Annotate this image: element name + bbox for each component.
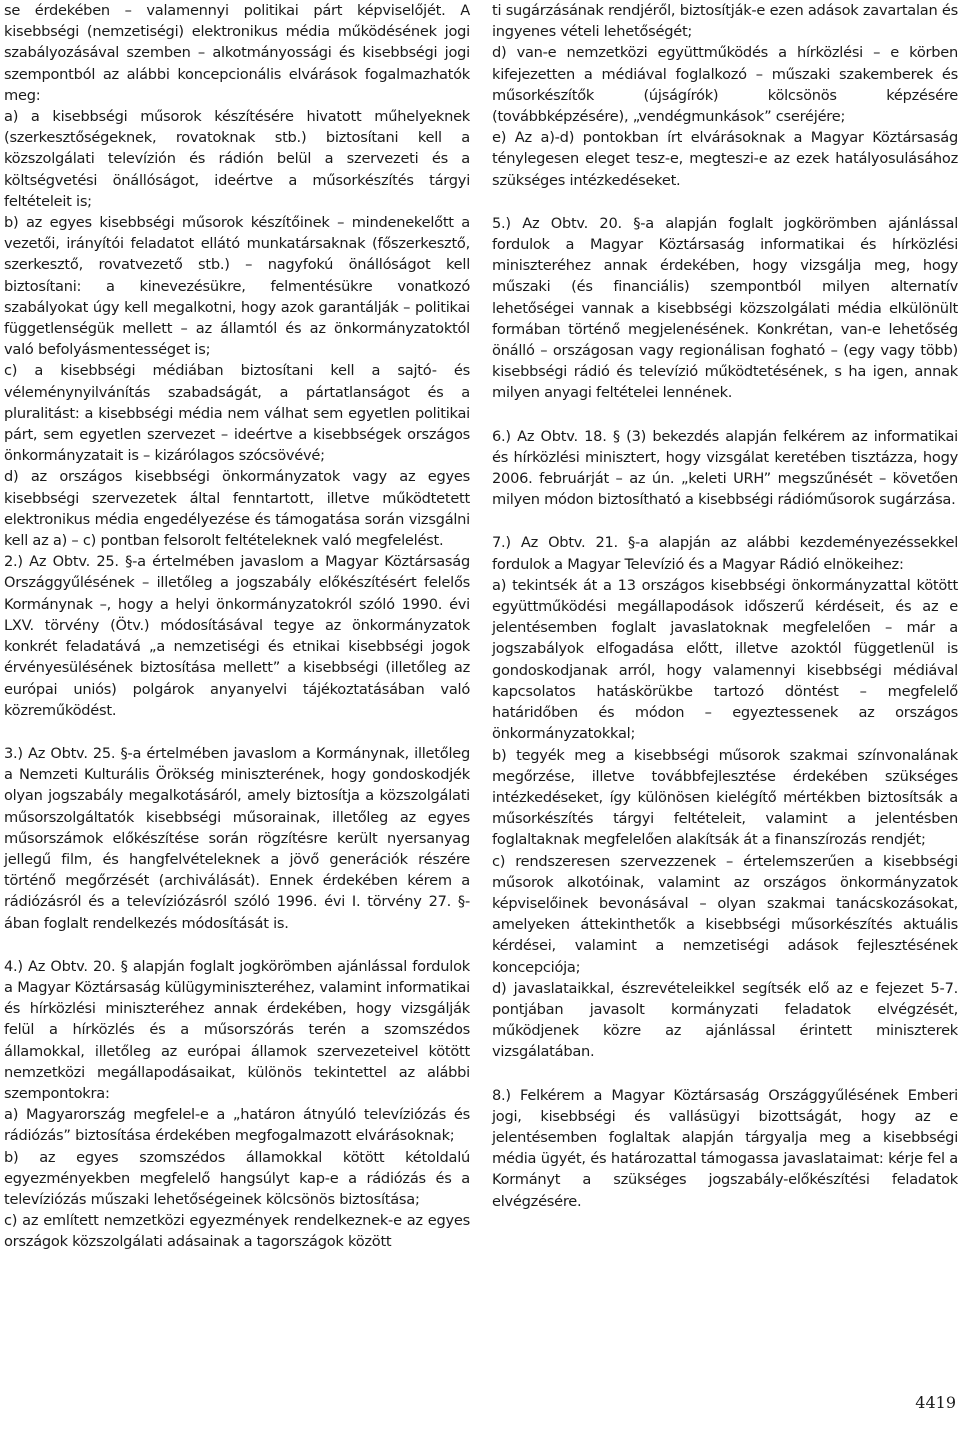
paragraph-8: 8.) Felkérem a Magyar Köztársaság Országgyűlésének Emberi jogi, kisebbségi és vallásügyi bizottságát, hogy az e jelentésemben foglaltak alapján tárgyalja meg a kisebbségi média ügyét, és határozattal támogassa javaslataimat: kérje fel a Kormányt a szükséges jogszabály-előkészítési feladatok elvégzésére. [492, 1086, 958, 1210]
left-column [4, 0, 470, 1253]
paragraph-7d: d) javaslataikkal, észrevételeikkel segítsék elő az e fejezet 5-7. pontjában javasolt kormányzati feladatok elvégzését, működjenek közre az ajánlással érintett miniszterek vizsgálatában. [492, 979, 958, 1061]
paragraph-4b: b) az egyes szomszédos államokkal kötött kétoldalú egyezményekben megfelelő hangsúlyt kap-e a rádiózás és a televíziózás műszaki lehetőségeinek kölcsönös biztosítása; [4, 1148, 470, 1208]
paragraph-4a: a) Magyarország megfelel-e a „határon átnyúló televíziózás és rádiózás” biztosítása érdekében megfogalmazott elvárásoknak; [4, 1106, 470, 1145]
paragraph-3: 3.) Az Obtv. 25. §-a értelmében javaslom a Kormánynak, illetőleg a Nemzeti Kulturális Örökség miniszterének, hogy gondoskodjék olyan jogszabály megalkotásáról, amely biztosítja a közszolgálati műsorszolgáltatók kisebbségi műsorainak, illetőleg az egyes műsorszámok előkészítése során rögzítésre került nyersanyag jellegű film, és hangfelvételeknek a jövő generációk részére történő megőrzését (archiválását). Ennek érdekében kérem a rádiózásról és a televíziózásról szóló 1996. évi I. törvény 27. §-ában foglalt rendelkezés módosítását is. [4, 744, 470, 932]
paragraph-1b: b) az egyes kisebbségi műsorok készítőinek – mindenekelőtt a vezetői, irányítói feladatot ellátó munkatársaknak (főszerkesztő, szerkesztő, rovatvezető stb.) – nagyfokú önállóságot kell biztosítani: a kinevezésükre, felmentésükre vonatkozó szabályokat úgy kell megalkotni, hogy azok garantálják – politikai függetlenségük mellett – az államtól és az önkormányzatoktól való befolyásmentességet is; [4, 214, 470, 359]
paragraph-4c: c) az említett nemzetközi egyezmények rendelkeznek-e az egyes országok közszolgálati adásainak a tagországok között [4, 1212, 470, 1251]
paragraph-7a: a) tekintsék át a 13 országos kisebbségi önkormányzattal kötött együttműködési megállapodások időszerű kérdéseit, és az e jelentésemben foglalt javaslatoknak megfelelően – már a jogszabályok elfogadása előtt, illetve azoktól függetlenül is gondoskodjanak arról, hogy valamennyi kisebbségi médiával kapcsolatos hatáskörükbe tartozó döntést – megfelelő határidőben és módon – egyeztessenek az országos önkormányzatokkal; [492, 576, 958, 743]
right-column [492, 0, 958, 1212]
paragraph-4c-cont: ti sugárzásának rendjéről, biztosítják-e ezen adások zavartalan és ingyenes vételi lehetőségét; [492, 2, 958, 41]
paragraph-5: 5.) Az Obtv. 20. §-a alapján foglalt jogkörömben ajánlással fordulok a Magyar Köztársaság informatikai és hírközlési miniszteréhez annak érdekében, hogy vizsgálja meg, hogy műszaki (és financiális) szempontból milyen alternatív lehetőségei vannak a kisebbségi közszolgálati média elkülönült formában történő megjelenésének. Konkrétan, van-e lehetőség önálló – országosan vagy regionálisan fogható – (egy vagy több) kisebbségi rádió és televízió működtetésének, s ha igen, annak milyen anyagi feltételei lennének. [492, 214, 958, 402]
paragraph-2: 2.) Az Obtv. 25. §-a értelmében javaslom a Magyar Köztársaság Országgyűlésének – illetőleg a jogszabály előkészítésért felelős Kormánynak –, hogy a helyi önkormányzatokról szóló 1990. évi LXV. törvény (Ötv.) módosításával tegye az önkormányzatok konkrét feladatává „a nemzetiségi és etnikai kisebbségi jogok érvényesülésének biztosítása mellett” a kisebbségi (illetőleg az európai uniós) polgárok anyanyelvi tájékoztatásában való közreműködést. [4, 553, 470, 719]
paragraph-7b: b) tegyék meg a kisebbségi műsorok szakmai színvonalának megőrzése, illetve továbbfejlesztése érdekében szükséges intézkedéseket, így különösen kielégítő mértékben biztosítsák a műsorkészítés tárgyi feltételeit, valamint a jelentésben foglaltaknak megfelelően alakítsák át a finanszírozás rendjét; [492, 746, 958, 849]
paragraph-1a: a) a kisebbségi műsorok készítésére hivatott műhelyeknek (szerkesztőségeknek, rovatoknak stb.) biztosítani kell a közszolgálati televízión és rádión belül a szervezeti és a költségvetési önállóságot, ideértve a műsorkészítés tárgyi feltételeit is; [4, 108, 470, 210]
paragraph-7: 7.) Az Obtv. 21. §-a alapján az alábbi kezdeményezéssekkel fordulok a Magyar Televízió és a Magyar Rádió elnökeihez: [492, 534, 958, 573]
paragraph-1c: c) a kisebbségi médiában biztosítani kell a sajtó- és véleménynyilvánítás szabadságát, a pártatlanságot és a pluralitást: a kisebbségi média nem válhat sem egyetlen politikai párt, sem egyetlen szervezet – ideértve a kisebbségek országos önkormányzatait is – kizárólagos szócsövévé; [4, 362, 470, 465]
paragraph-4: 4.) Az Obtv. 20. § alapján foglalt jogkörömben ajánlással fordulok a Magyar Köztársaság külügyminiszteréhez, valamint informatikai és hírközlési miniszteréhez annak érdekében, hogy vizsgálják felül a hírközlés és a műsorszórás terén a szomszédos államokkal, illetőleg az európai államok szervezeteivel kötött nemzetközi megállapodásaikat, különös tekintettel az alábbi szempontokra: [4, 957, 470, 1102]
paragraph-1d: d) az országos kisebbségi önkormányzatok vagy az egyes kisebbségi szervezetek által fenntartott, illetve működtetett elektronikus média engedélyezése és támogatása során vizsgálni kell az a) – c) pontban felsorolt feltételeknek való megfelelést. [4, 468, 470, 550]
paragraph-intro: se érdekében – valamennyi politikai párt képviselőjét. A kisebbségi (nemzetiségi) elektronikus média működésének jogi szabályozásával szemben – alkotmányossági és kisebbségi jogi szempontból az alábbi koncepcionális elvárások fogalmazhatók meg: [4, 2, 470, 104]
page-number: 4419 [915, 1393, 956, 1412]
paragraph-4e: e) Az a)-d) pontokban írt elvárásoknak a Magyar Köztársaság ténylegesen eleget tesz-e, megteszi-e az ezek hatályosulásához szükséges intézkedéseket. [492, 129, 958, 189]
paragraph-6: 6.) Az Obtv. 18. § (3) bekezdés alapján felkérem az informatikai és hírközlési minisztert, hogy vizsgálat keretében tisztázza, hogy 2006. februárját – az ún. „keleti URH” megszűnését – követően milyen módon biztosítható a kisebbségi rádióműsorok sugárzása. [492, 427, 958, 509]
paragraph-4d: d) van-e nemzetközi együttműködés a hírközlési – e körben kifejezetten a médiával foglalkozó – műszaki szakemberek és műsorkészítők (újságírók) kölcsönös képzésére (továbbképzésére), „vendégmunkások” cseréjére; [492, 44, 958, 126]
paragraph-7c: c) rendszeresen szervezzenek – értelemszerűen a kisebbségi műsorok alkotóinak, valamint az országos önkormányzatok képviselőinek bevonásával – olyan szakmai tanácskozásokat, amelyeken áttekinthetők a kisebbségi műsorkészítés aktuális kérdései, valamint a nemzetiségi adások fejlesztésének koncepciója; [492, 852, 958, 976]
